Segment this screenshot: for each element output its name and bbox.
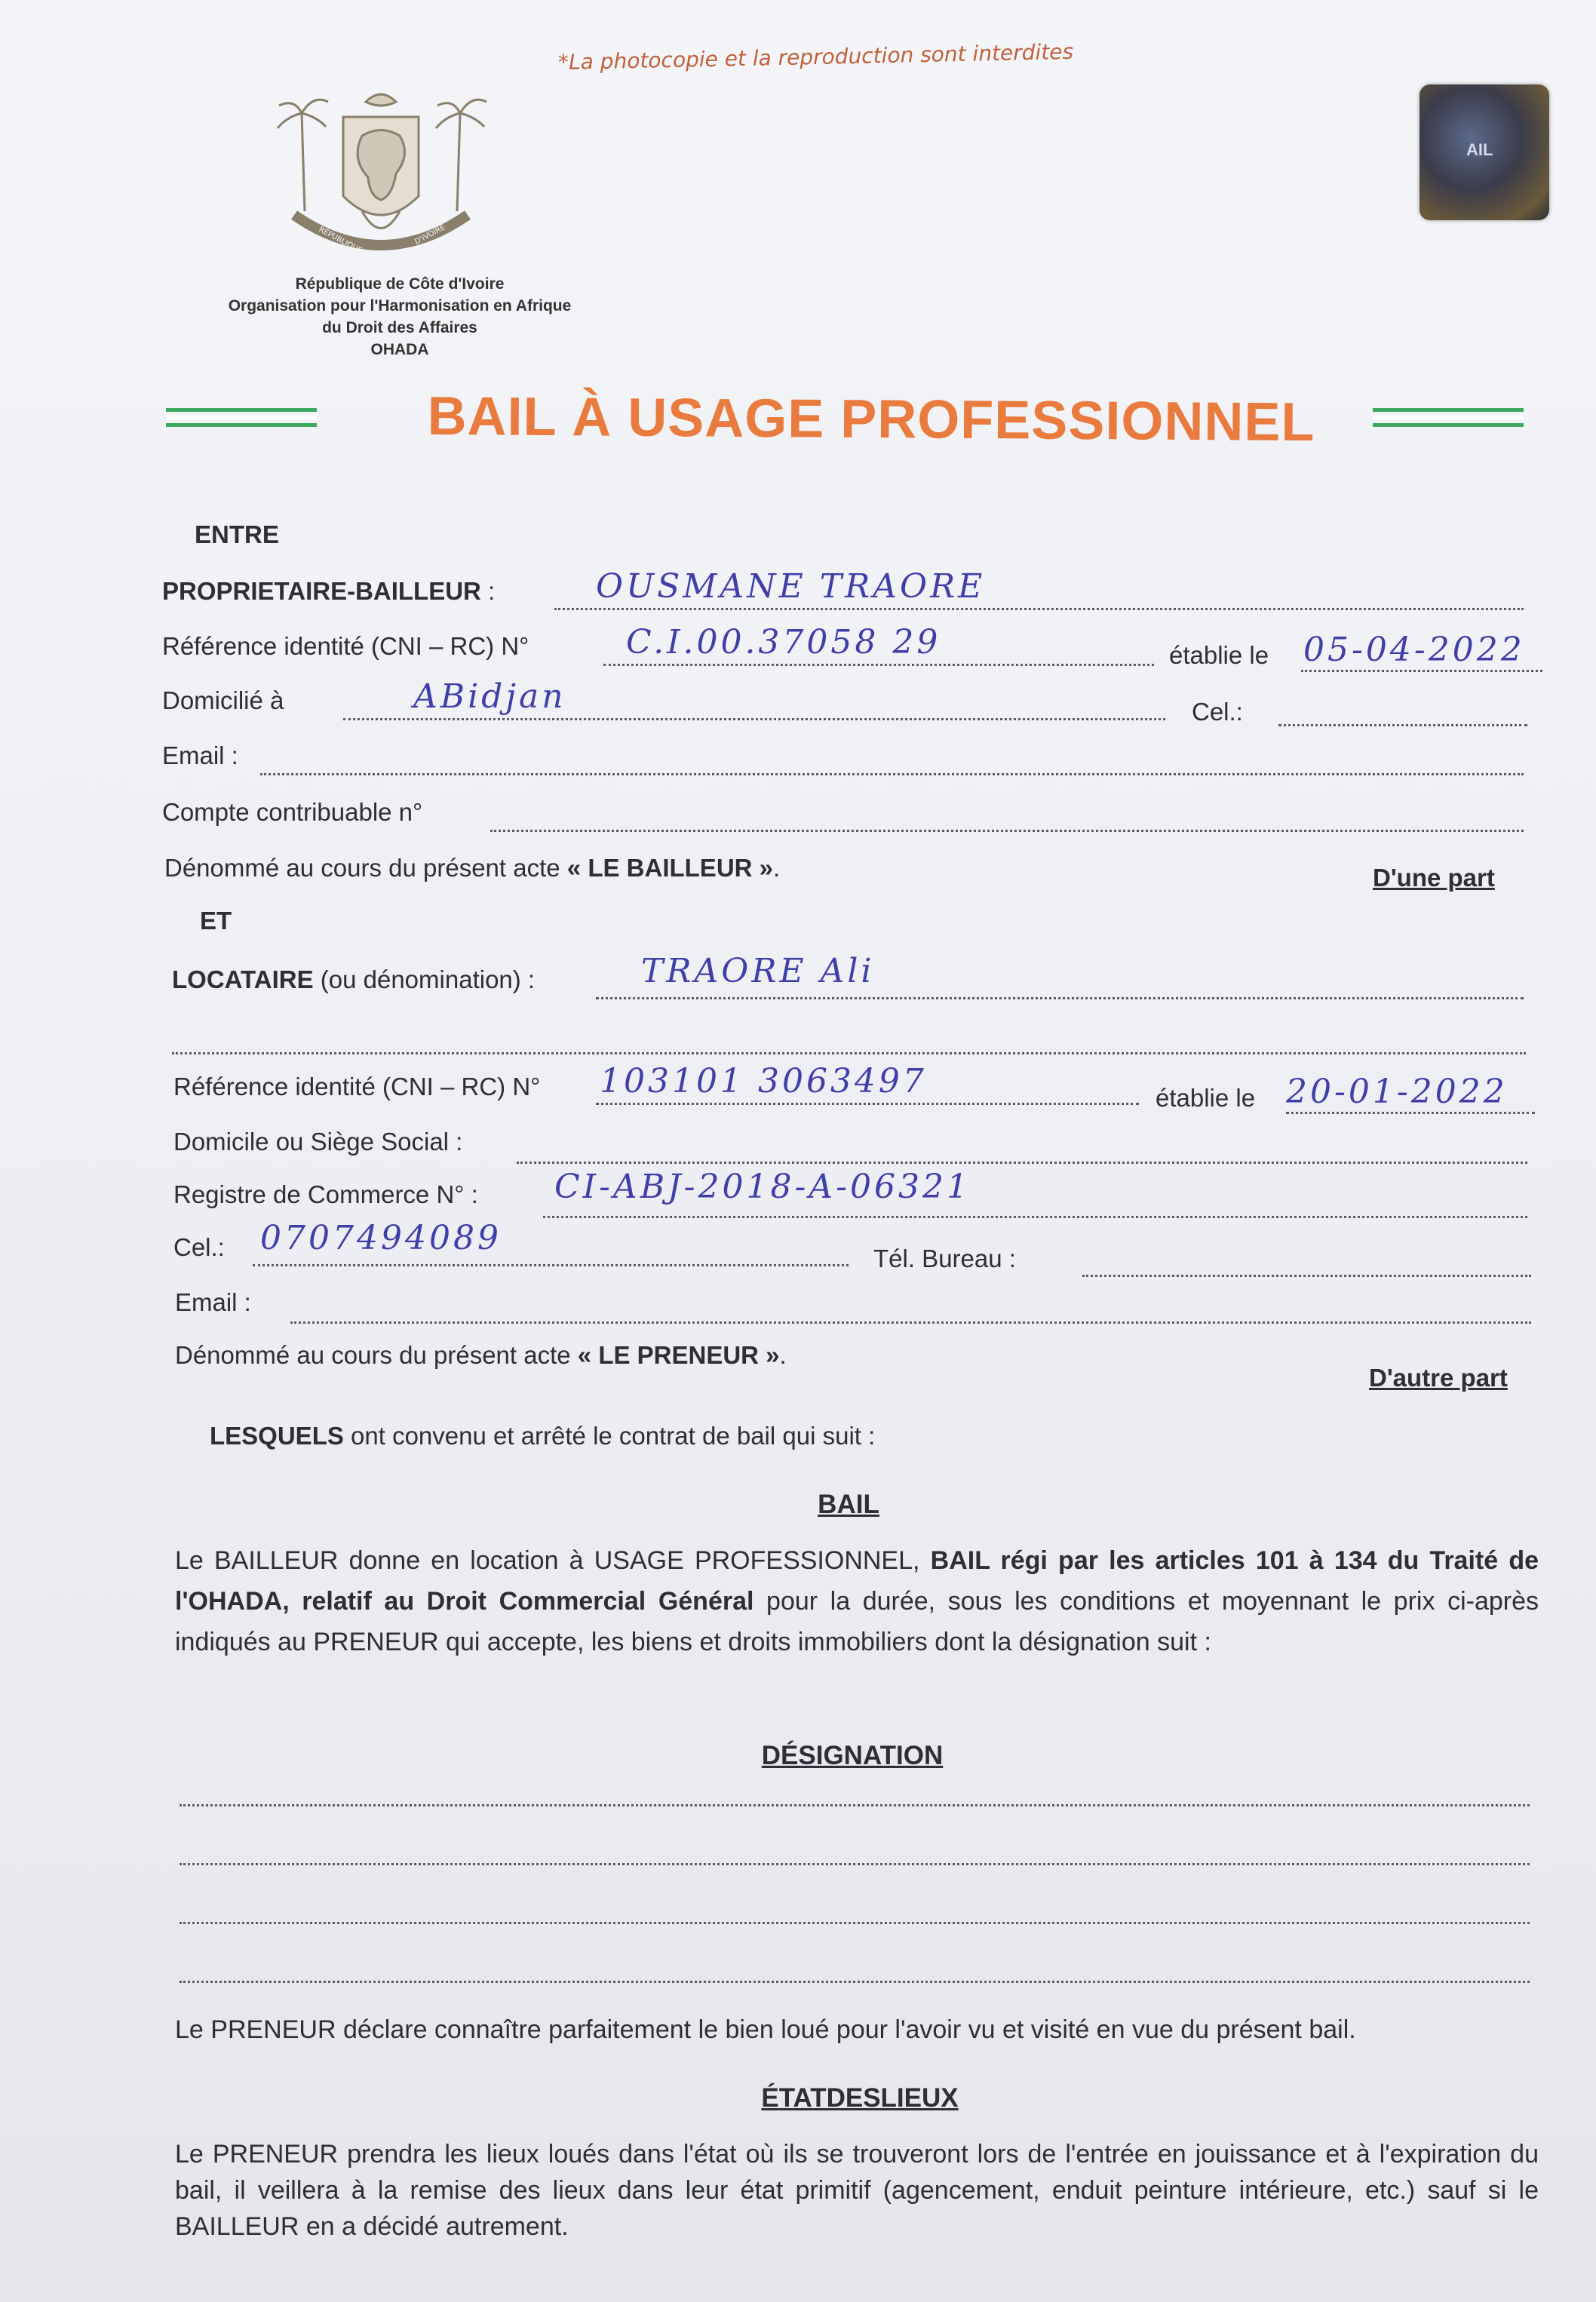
bail-paragraph: Le BAILLEUR donne en location à USAGE PROFESSIONNEL, BAIL régi par les articles 101 à 134 du Traité de l'OHADA, relatif au Droit Commercial Général pour la durée, sous les conditions et moyennant le prix ci-après indiqués au PRENEUR qui accepte, les biens et droits immobiliers dont la désignation suit : [175, 1546, 1539, 1656]
tenant-etablie-handwritten: 20-01-2022 [1286, 1073, 1508, 1111]
org-line-country: République de Côte d'Ivoire [295, 275, 505, 293]
tenant-cel-label: Cel.: [173, 1233, 225, 1261]
owner-etablie-handwritten: 05-04-2022 [1303, 631, 1525, 669]
owner-cel-label: Cel.: [1192, 698, 1243, 726]
owner-cel-field-line[interactable] [1278, 724, 1527, 726]
tenant-extra-field-line[interactable] [172, 1052, 1526, 1054]
owner-denomme: Dénommé au cours du présent acte « LE BAILLEUR ». [164, 854, 781, 882]
reproduction-notice: *La photocopie et la reproduction sont interdites [557, 38, 1074, 75]
tenant-denomme: Dénommé au cours du présent acte « LE PRENEUR ». [175, 1341, 787, 1369]
tenant-domicile-field-line[interactable] [517, 1162, 1527, 1164]
hologram-text: AIL [1466, 140, 1493, 159]
etat-des-lieux-paragraph: Le PRENEUR prendra les lieux loués dans l'état où ils se trouveront lors de l'entrée en jouissance et à l'expiration du bail, il veillera à la remise des lieux dans leur état primitif (agencement, enduit peinture intérieure, etc.) sauf si le BAILLEUR en a décidé autrement. [175, 2140, 1539, 2241]
designation-line-2[interactable] [180, 1863, 1530, 1865]
owner-label: PROPRIETAIRE-BAILLEUR : [162, 577, 496, 605]
owner-ref-label: Référence identité (CNI – RC) N° [162, 632, 529, 660]
org-line-domain: du Droit des Affaires [322, 319, 477, 336]
owner-ref-field-line[interactable] [603, 664, 1154, 666]
tenant-name-handwritten: TRAORE Ali [641, 952, 875, 990]
tenant-ref-handwritten: 103101 3063497 [600, 1062, 927, 1100]
owner-domicile-label: Domicilié à [162, 686, 284, 714]
tenant-domicile-label: Domicile ou Siège Social : [173, 1128, 463, 1156]
preneur-declare-sentence: Le PRENEUR déclare connaître parfaitement le bien loué pour l'avoir vu et visité en vue du présent bail. [175, 2015, 1356, 2044]
hologram-seal [1420, 84, 1549, 220]
tenant-tel-label: Tél. Bureau : [873, 1245, 1016, 1272]
owner-domicile-handwritten: ABidjan [413, 677, 566, 716]
tenant-ref-field-line[interactable] [596, 1103, 1139, 1105]
tenant-email-field-line[interactable] [290, 1321, 1531, 1324]
designation-line-3[interactable] [180, 1922, 1530, 1924]
org-line-organization: Organisation pour l'Harmonisation en Afrique [228, 297, 572, 315]
title-bar [166, 385, 1524, 456]
emblem-text-right: D'IVOIRE [413, 223, 447, 247]
owner-compte-field-line[interactable] [490, 830, 1524, 832]
tenant-ref-label: Référence identité (CNI – RC) N° [173, 1073, 541, 1100]
tenant-tel-field-line[interactable] [1082, 1275, 1531, 1277]
designation-line-4[interactable] [180, 1981, 1530, 1983]
coat-of-arms-icon [272, 83, 490, 279]
bail-heading: BAIL [818, 1490, 879, 1519]
lesquels-sentence: LESQUELS ont convenu et arrêté le contrat de bail qui suit : [210, 1422, 876, 1450]
owner-name-handwritten: OUSMANE TRAORE [596, 567, 986, 606]
tenant-label: LOCATAIRE (ou dénomination) : [172, 965, 536, 993]
owner-email-label: Email : [162, 741, 238, 769]
et-label: ET [200, 907, 232, 935]
tenant-field-line[interactable] [596, 997, 1524, 999]
owner-field-line[interactable] [554, 608, 1524, 610]
designation-heading: DÉSIGNATION [761, 1741, 944, 1770]
tenant-etablie-label: établie le [1156, 1084, 1256, 1112]
owner-ref-handwritten: C.I.00.37058 29 [626, 623, 941, 661]
issuing-organization [181, 273, 618, 361]
designation-line-1[interactable] [180, 1804, 1530, 1806]
tenant-cel-handwritten: 0707494089 [260, 1219, 502, 1257]
entre-label: ENTRE [195, 520, 279, 548]
tenant-registre-handwritten: CI-ABJ-2018-A-06321 [554, 1168, 971, 1206]
document-title: BAIL À USAGE PROFESSIONNEL [427, 385, 1315, 453]
owner-etablie-field-line[interactable] [1301, 670, 1542, 672]
owner-etablie-label: établie le [1169, 641, 1269, 669]
title-stripes-left [166, 408, 317, 431]
tenant-registre-field-line[interactable] [543, 1216, 1527, 1218]
dune-part-label: D'une part [1373, 864, 1495, 892]
tenant-etablie-field-line[interactable] [1286, 1112, 1535, 1114]
owner-email-field-line[interactable] [260, 773, 1524, 775]
tenant-registre-label: Registre de Commerce N° : [173, 1180, 478, 1208]
tenant-email-label: Email : [175, 1288, 251, 1316]
dautre-part-label: D'autre part [1369, 1364, 1508, 1392]
org-line-acronym: OHADA [370, 341, 429, 358]
owner-compte-label: Compte contribuable n° [162, 798, 423, 826]
title-stripes-right [1373, 408, 1524, 431]
etat-des-lieux-heading: ÉTATDESLIEUX [761, 2083, 959, 2113]
tenant-cel-field-line[interactable] [253, 1264, 849, 1266]
owner-domicile-field-line[interactable] [343, 718, 1165, 720]
emblem-text-bottom: DE CÔTE [364, 255, 397, 263]
emblem-text-left: RÉPUBLIQUE [317, 225, 364, 256]
